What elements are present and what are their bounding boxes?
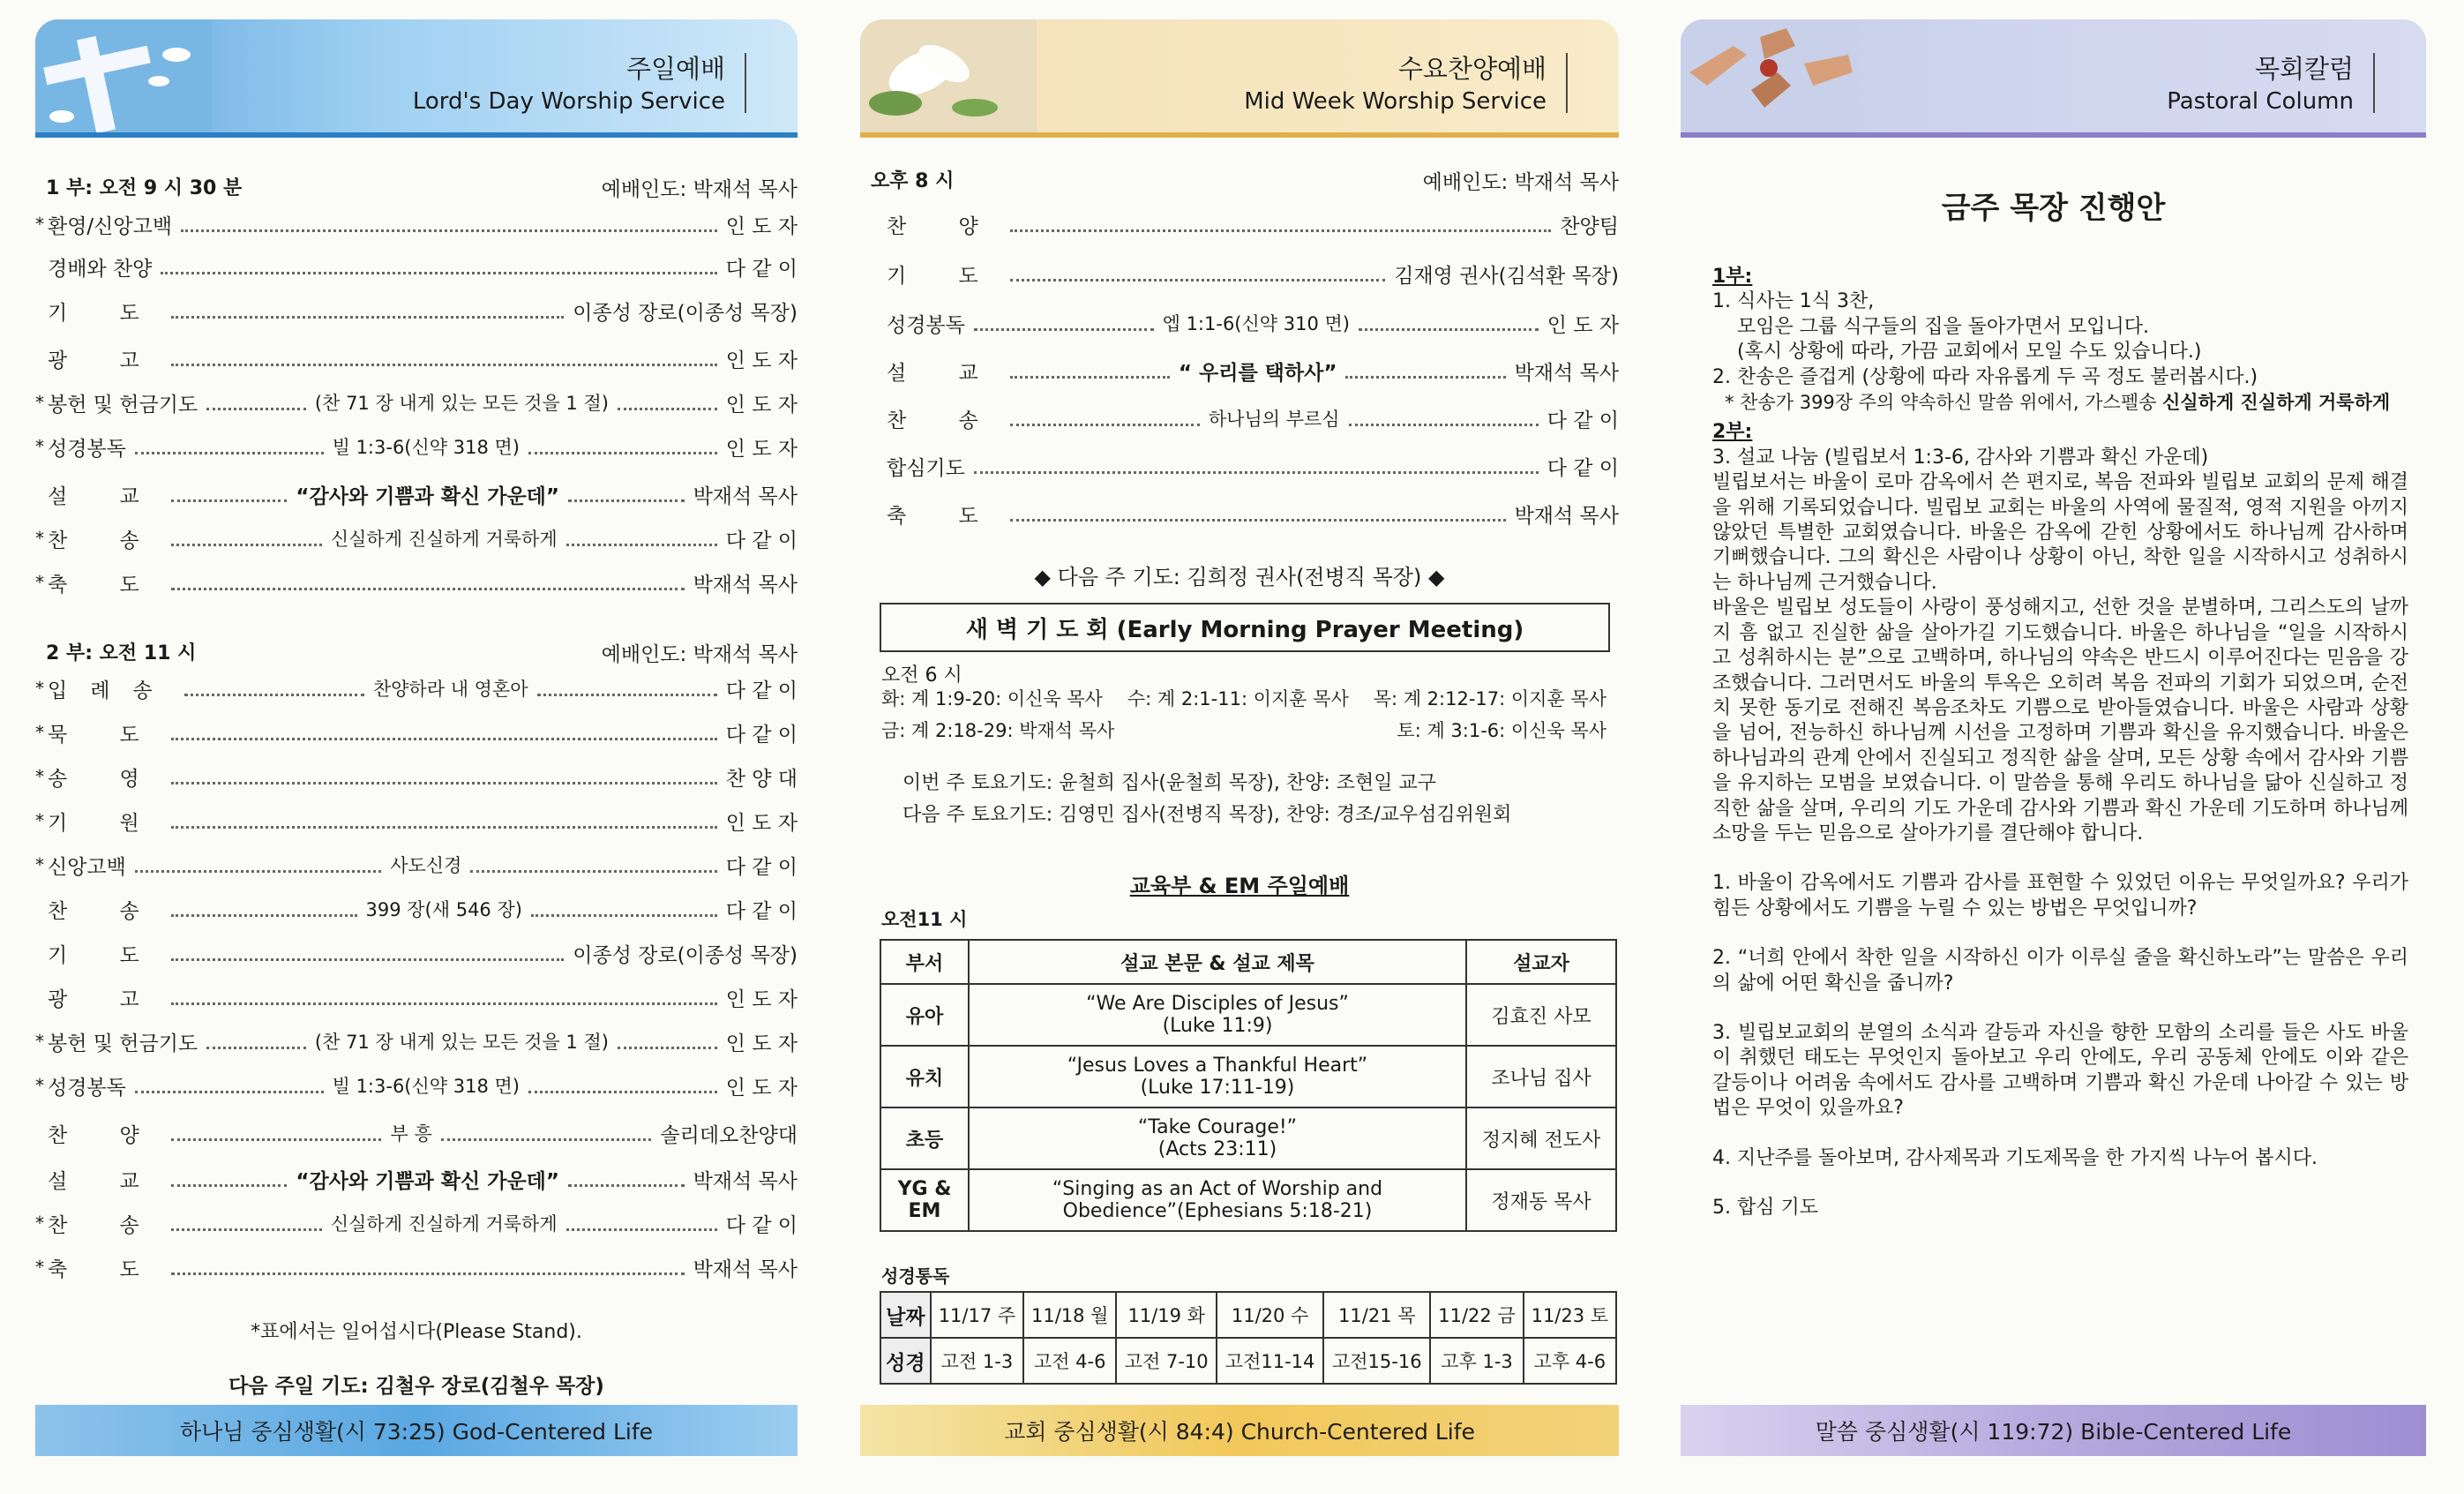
education-table <box>880 939 1617 1232</box>
sermon-ref: (Luke 17:11-19) <box>1140 1077 1295 1099</box>
order-row <box>880 256 1619 291</box>
order-row <box>35 1024 798 1059</box>
order-row <box>880 305 1619 341</box>
order-label: 경배와 찬양 <box>48 257 153 281</box>
order-detail: “ 우리를 택하사” <box>1178 361 1337 385</box>
stand-marker: * <box>35 392 44 413</box>
question-3: 3. 빌립보교회의 분열의 소식과 갈등과 자신을 향한 모함의 소리를 들은 사도 바울이 취했던 태도는 무엇인지 돌아보고 우리 안에도, 우리 공동체 안에도 이와 같은 갈등이나 어려움 속에서도 감사를 고백하며 기쁨과 확신 가운데 나아갈 수 있는 방법은 무엇이 있을까요? <box>1712 1021 2409 1120</box>
bible-text-label: 성경 <box>880 1338 931 1384</box>
order-detail: “감사와 기쁨과 확신 가운데” <box>296 1169 559 1193</box>
p1-meeting: 모임은 그룹 식구들의 집을 돌아가면서 모입니다. <box>1737 315 2150 338</box>
order-person: 인 도 자 <box>725 437 798 461</box>
order-detail: 신실하게 진실하게 거룩하게 <box>330 529 558 550</box>
leader-dots <box>568 1184 685 1187</box>
p1-song <box>1712 365 2408 390</box>
leader-dots <box>206 1047 306 1049</box>
stand-marker: * <box>35 854 44 875</box>
order-row <box>35 891 798 927</box>
order-detail: “감사와 기쁨과 확신 가운데” <box>296 484 559 508</box>
order-label: 신앙고백 <box>48 855 126 879</box>
sermon-title: “Take Courage!” <box>1137 1116 1298 1138</box>
stand-marker: * <box>35 1212 44 1234</box>
dawn-thu: 목: 계 2:12-17: 이지훈 목사 <box>1373 688 1606 709</box>
order-row <box>35 385 798 420</box>
order-person: 박재석 목사 <box>693 484 798 508</box>
banner-lords-day <box>35 19 798 138</box>
order-detail: 찬양하라 내 영혼아 <box>372 679 528 700</box>
order-label: 기 원 <box>48 811 162 835</box>
leader-dots <box>171 1184 288 1187</box>
title-en: Pastoral Column <box>2167 88 2354 115</box>
title-divider <box>745 53 746 113</box>
service-2-time: 2 부: 오전 11 시 <box>46 642 197 664</box>
order-person: 다 같 이 <box>1547 456 1619 480</box>
order-row <box>35 1205 798 1241</box>
order-person: 박재석 목사 <box>693 1258 798 1281</box>
order-label: 기 도 <box>48 943 162 967</box>
order-row <box>35 1068 798 1103</box>
dawn-tue: 화: 계 1:9-20: 이신욱 목사 <box>881 688 1103 709</box>
title-ko: 수요찬양예배 <box>1397 54 1547 84</box>
lily-icon <box>860 19 1037 132</box>
order-row <box>35 206 798 242</box>
leader-dots <box>171 826 717 829</box>
title-en: Lord's Day Worship Service <box>412 88 725 115</box>
title-ko: 목회칼럼 <box>2254 54 2354 84</box>
order-label: 설 교 <box>48 484 162 508</box>
order-label: 송 영 <box>48 767 162 791</box>
dawn-schedule-row-2 <box>881 717 1606 743</box>
order-person: 다 같 이 <box>725 899 798 923</box>
p1-note: (혹시 상황에 따라, 가끔 교회에서 모일 수도 있습니다.) <box>1737 341 2202 364</box>
leader-dots <box>1010 279 1386 282</box>
sermon-ref: (Acts 23:11) <box>1157 1138 1277 1160</box>
title-divider <box>2373 53 2375 113</box>
stand-marker: * <box>35 722 44 743</box>
preacher-cell: 정재동 목사 <box>1466 1169 1616 1231</box>
sermon-cell <box>969 1046 1466 1107</box>
col-sermon: 설교 본문 & 설교 제목 <box>969 940 1466 984</box>
order-person: 이종성 장로(이종성 목장) <box>573 943 798 967</box>
footer-god-centered: 하나님 중심생활(시 73:25) God-Centered Life <box>35 1405 798 1456</box>
col-dept: 부서 <box>880 940 969 984</box>
p1-meal: 1. 식사는 1식 3찬, <box>1712 290 1875 313</box>
order-person: 인 도 자 <box>725 1032 798 1055</box>
leader-dots <box>566 544 717 546</box>
leader-dots <box>171 1002 717 1005</box>
dept-cell: YG & EM <box>880 1169 969 1231</box>
stand-marker: * <box>35 436 44 457</box>
order-person: 박재석 목사 <box>1514 504 1619 528</box>
order-row <box>35 1161 798 1197</box>
leader-dots <box>171 958 565 961</box>
footer-bible-centered: 말씀 중심생활(시 119:72) Bible-Centered Life <box>1681 1405 2426 1456</box>
leader-dots <box>171 914 357 917</box>
stand-marker: * <box>35 810 44 831</box>
order-person: 인 도 자 <box>725 214 798 238</box>
dept-cell: 유아 <box>880 984 969 1046</box>
dept-cell: 유치 <box>880 1046 969 1107</box>
order-row <box>35 759 798 794</box>
dawn-wed: 수: 계 2:1-11: 이지훈 목사 <box>1127 688 1349 709</box>
order-person: 다 같 이 <box>725 257 798 281</box>
order-row <box>35 803 798 838</box>
education-row <box>880 1169 1616 1231</box>
sermon-title: “We Are Disciples of Jesus” <box>1086 993 1349 1015</box>
order-person: 인 도 자 <box>725 811 798 835</box>
education-time: 오전11 시 <box>881 909 968 930</box>
order-person: 박재석 목사 <box>1514 361 1619 385</box>
panel-midweek-worship <box>860 0 1619 1494</box>
bible-date-cell: 11/23 토 <box>1524 1292 1616 1338</box>
midweek-header <box>871 166 1619 195</box>
bible-text-cell: 고후 1-3 <box>1430 1338 1523 1384</box>
part-2-label: 2부: <box>1712 421 1753 444</box>
stand-marker: * <box>35 1257 44 1278</box>
leader-dots <box>568 499 685 502</box>
sermon-title: “Jesus Loves a Thankful Heart” <box>1067 1055 1368 1077</box>
panel-lords-day-worship <box>35 0 798 1494</box>
order-detail: (찬 71 장 내게 있는 모든 것을 1 절) <box>314 1032 609 1053</box>
order-person: 인 도 자 <box>725 1076 798 1100</box>
banner-midweek <box>860 19 1619 138</box>
order-label: 설 교 <box>887 361 1001 385</box>
leader-dots <box>470 870 716 873</box>
leader-dots <box>1010 519 1506 522</box>
order-person: 찬 양 대 <box>725 767 798 791</box>
question-1: 1. 바울이 감옥에서도 기쁨과 감사를 표현할 수 있었던 이유는 무엇일까요? 우리가 힘든 상황에서도 기쁨을 누릴 수 있는 방법은 무엇입니까? <box>1712 872 2408 920</box>
sermon-cell <box>969 1169 1466 1231</box>
order-row <box>880 206 1619 242</box>
bible-text-cell: 고전11-14 <box>1217 1338 1323 1384</box>
order-label: 기 도 <box>887 264 1001 288</box>
leader-dots <box>171 1228 322 1231</box>
service-1-time: 1 부: 오전 9 시 30 분 <box>46 177 243 199</box>
sermon-cell <box>969 1107 1466 1169</box>
education-row <box>880 1107 1616 1169</box>
leader-dots <box>1345 376 1505 379</box>
stand-marker: * <box>35 528 44 549</box>
stand-marker: * <box>35 766 44 787</box>
leader-dots <box>618 408 717 410</box>
order-person: 다 같 이 <box>725 679 798 702</box>
leader-dots <box>184 694 364 696</box>
leader-dots <box>171 738 717 740</box>
leader-dots <box>531 914 717 917</box>
order-person: 다 같 이 <box>725 723 798 747</box>
leader-dots <box>1010 229 1552 232</box>
p1-hymn-text: * 찬송가 399장 주의 약속하신 말씀 위에서, 가스펠송 <box>1725 392 2163 414</box>
column-body <box>1712 265 2408 1220</box>
leader-dots <box>1010 376 1170 379</box>
order-detail: 신실하게 진실하게 거룩하게 <box>330 1213 558 1235</box>
order-label: 설 교 <box>48 1169 162 1193</box>
dawn-fri: 금: 계 2:18-29: 박재석 목사 <box>881 720 1115 741</box>
bible-text-cell: 고후 4-6 <box>1524 1338 1616 1384</box>
dawn-prayer-title: 새 벽 기 도 회 (Early Morning Prayer Meeting) <box>880 603 1610 652</box>
order-label: 성경봉독 <box>48 1076 126 1100</box>
leader-dots <box>171 499 288 502</box>
order-detail: (찬 71 장 내게 있는 모든 것을 1 절) <box>314 393 609 414</box>
order-person: 다 같 이 <box>1547 409 1619 432</box>
next-week-prayer: ◆ 다음 주 기도: 김희정 권사(전병직 목장) ◆ <box>1034 565 1445 589</box>
education-title <box>860 868 1619 899</box>
bible-date-label: 날짜 <box>880 1292 931 1338</box>
leader-dots <box>1010 424 1200 426</box>
order-row <box>35 249 798 284</box>
question-4: 4. 지난주를 돌아보며, 감사제목과 기도제목을 한 가지씩 나누어 봅시다. <box>1712 1146 2318 1169</box>
order-row <box>880 448 1619 484</box>
order-label: 찬 양 <box>887 214 1001 238</box>
sermon-title: “Singing as an Act of Worship and <box>1052 1178 1383 1200</box>
p2-body-2: 바울은 빌립보 성도들이 사랑이 풍성해지고, 선한 것을 분별하며, 그리스도의 날까지 흠 없고 진실한 삶을 살아가길 기도했습니다. 바울은 하나님을 “일을 시작하시고 성취하시는 분”으로 고백하며, 하나님의 약속은 반드시 이루어진다는 믿음을 강조했습니다. 그러면서도 바울의 투옥은 오히려 복음 전파의 기회가 되었으며, 순전치 못한 동기로 전해진 복음조차도 기쁨으로 받아들였습니다. 바울은 사람과 상황을 넘어, 전능하신 하나님께 시선을 고정하며 기쁨과 확신을 유지했습니다. 바울은 하나님과의 관계 안에서 진실되고 정직한 삶을 살며, 모든 상황 속에서 감사와 기쁨을 유지하는 모범을 보였습니다. 이 말씀을 통해 우리도 하나님을 닮아 신실하고 정직한 삶을 살며, 우리의 기도 가운데 감사와 기쁨과 확신 가운데 기도하며 하나님께 소망을 두는 믿음으로 살아가기를 결단해야 합니다. <box>1712 597 2408 845</box>
bible-date-cell: 11/20 수 <box>1217 1292 1323 1338</box>
preacher-cell: 조나님 집사 <box>1466 1046 1616 1107</box>
dept-cell: 초등 <box>880 1107 969 1169</box>
banner-pastoral <box>1681 19 2426 138</box>
bible-text-cell: 고전 1-3 <box>931 1338 1023 1384</box>
order-label: 성경봉독 <box>48 437 126 461</box>
leader-dots <box>441 1138 652 1141</box>
order-row <box>880 496 1619 531</box>
education-row <box>880 1046 1616 1107</box>
order-label: 기 도 <box>48 301 162 325</box>
midweek-time: 오후 8 시 <box>871 170 955 192</box>
order-person: 솔리데오찬양대 <box>660 1123 798 1147</box>
service-2-leader: 예배인도: 박재석 목사 <box>601 643 798 666</box>
order-row <box>35 341 798 376</box>
part-1-label: 1부: <box>1712 266 1753 288</box>
order-label: 합심기도 <box>887 456 965 480</box>
title-en: Mid Week Worship Service <box>1244 88 1547 115</box>
order-label: 찬 송 <box>48 1213 162 1237</box>
panel-pastoral-column <box>1681 0 2426 1494</box>
order-label: 입례송 <box>48 679 176 702</box>
order-person: 인 도 자 <box>725 987 798 1011</box>
midweek-leader: 예배인도: 박재석 목사 <box>1422 171 1619 194</box>
service-1-header <box>46 173 798 202</box>
stand-marker: * <box>35 1075 44 1096</box>
order-person: 인 도 자 <box>725 349 798 372</box>
dawn-sat: 토: 계 3:1-6: 이신욱 목사 <box>1397 720 1606 741</box>
question-2: 2. “너희 안에서 착한 일을 시작하신 이가 이루실 줄을 확신하노라”는 말씀은 우리의 삶에 어떤 확신을 줍니까? <box>1712 947 2408 995</box>
order-row <box>35 935 798 971</box>
stand-marker: * <box>35 1031 44 1052</box>
leader-dots <box>1359 328 1539 331</box>
p2-body-1: 빌립보서는 바울이 로마 감옥에서 쓴 편지로, 복음 전파와 빌립보 교회의 문제 해결을 위해 기록되었습니다. 빌립보 교회는 바울의 사역에 물질적, 영적 지원을 아끼지 않았던 특별한 교회였습니다. 바울은 감옥에 갇힌 상황에서도 하나님께 감사하며 기뻐했습니다. 그의 확신은 사람이나 상황이 아닌, 착한 일을 시작하시고 성취하시는 하나님께 근거했습니다. <box>1712 471 2408 594</box>
order-person: 박재석 목사 <box>693 573 798 597</box>
order-row <box>35 715 798 750</box>
order-label: 봉헌 및 헌금기도 <box>48 393 198 417</box>
leader-dots <box>181 229 717 232</box>
question-5: 5. 합심 기도 <box>1712 1197 1818 1219</box>
leader-dots <box>171 544 322 546</box>
footer-church-centered: 교회 중심생활(시 84:4) Church-Centered Life <box>860 1405 1619 1456</box>
sermon-cell <box>969 984 1466 1046</box>
leader-dots <box>974 471 1539 474</box>
leader-dots <box>171 588 685 590</box>
sermon-ref: Obedience”(Ephesians 5:18-21) <box>1062 1200 1373 1222</box>
order-label: 찬 송 <box>48 529 162 552</box>
order-person: 찬양팀 <box>1560 214 1619 238</box>
preacher-cell: 정지혜 전도사 <box>1466 1107 1616 1169</box>
order-person: 박재석 목사 <box>693 1169 798 1193</box>
dawn-time: 오전 6 시 <box>881 664 962 687</box>
bible-date-cell: 11/21 목 <box>1323 1292 1430 1338</box>
bible-text-cell: 고전 7-10 <box>1116 1338 1217 1384</box>
bible-date-cell: 11/22 금 <box>1430 1292 1523 1338</box>
sermon-ref: (Luke 11:9) <box>1162 1015 1273 1037</box>
order-row <box>35 671 798 706</box>
order-row <box>35 847 798 882</box>
order-detail: 엡 1:1-6(신약 310 면) <box>1162 313 1350 334</box>
order-detail: 사도신경 <box>390 855 462 876</box>
bible-reading-title: 성경통독 <box>881 1265 950 1287</box>
order-person: 다 같 이 <box>725 1213 798 1237</box>
bible-text-cell: 고전 4-6 <box>1023 1338 1116 1384</box>
p2-sermon-title: 3. 설교 나눔 (빌립보서 1:3-6, 감사와 기쁨과 확신 가운데) <box>1712 446 2209 469</box>
saturday-prayer-next-week: 다음 주 토요기도: 김영민 집사(전병직 목장), 찬양: 경조/교우섬김위원회 <box>902 804 1512 826</box>
leader-dots <box>171 316 565 319</box>
order-detail: 399 장(새 546 장) <box>365 899 522 920</box>
order-label: 찬 송 <box>887 409 1001 432</box>
p1-hymn <box>1712 390 2408 415</box>
leader-dots <box>537 694 717 696</box>
bible-text-cell: 고전15-16 <box>1323 1338 1430 1384</box>
order-label: 찬 송 <box>48 899 162 923</box>
stand-note: *표에서는 일어섭시다(Please Stand). <box>251 1321 582 1343</box>
leader-dots <box>528 452 717 454</box>
order-person: 다 같 이 <box>725 855 798 879</box>
order-row <box>35 477 798 512</box>
leader-dots <box>135 870 381 873</box>
order-person: 인 도 자 <box>1547 313 1619 337</box>
order-label: 찬 양 <box>48 1123 162 1147</box>
leader-dots <box>135 1091 324 1093</box>
next-sunday-prayer: 다음 주일 기도: 김철우 장로(김철우 목장) <box>228 1375 604 1398</box>
leader-dots <box>171 1273 685 1275</box>
bible-date-cell: 11/18 월 <box>1023 1292 1116 1338</box>
order-row <box>880 401 1619 436</box>
hands-icon <box>1681 19 1857 132</box>
order-person: 김재영 권사(김석환 목장) <box>1394 264 1619 288</box>
leader-dots <box>171 782 717 785</box>
leader-dots <box>974 328 1154 331</box>
order-row <box>35 565 798 600</box>
leader-dots <box>618 1047 717 1049</box>
education-title-text: 교육부 & EM 주일예배 <box>1129 874 1350 898</box>
order-person: 이종성 장로(이종성 목장) <box>573 301 798 325</box>
leader-dots <box>161 272 716 274</box>
p1-song-text: 2. 찬송은 즐겁게 (상황에 따라 자유롭게 두 곡 정도 불러봅시다.) <box>1712 365 2258 388</box>
education-row <box>880 984 1616 1046</box>
order-row <box>35 293 798 328</box>
stand-marker: * <box>35 572 44 593</box>
leader-dots <box>171 364 717 366</box>
leader-dots <box>528 1091 717 1093</box>
order-label: 성경봉독 <box>887 313 965 337</box>
title-divider <box>1566 53 1568 113</box>
column-heading: 금주 목장 진행안 <box>1941 191 2166 226</box>
order-label: 묵 도 <box>48 723 162 747</box>
leader-dots <box>206 408 306 410</box>
service-2-header <box>46 638 798 667</box>
col-preacher: 설교자 <box>1466 940 1616 984</box>
cross-icon <box>35 19 212 132</box>
p1-hymn-bold: 신실하게 진실하게 거룩하게 <box>2162 392 2391 414</box>
order-label: 축 도 <box>48 1258 162 1281</box>
dawn-schedule-row-1 <box>881 685 1606 711</box>
stand-marker: * <box>35 678 44 699</box>
order-label: 축 도 <box>48 573 162 597</box>
order-row <box>35 521 798 556</box>
order-label: 광 고 <box>48 987 162 1011</box>
order-detail: 빌 1:3-6(신약 318 면) <box>332 1076 520 1097</box>
order-row <box>35 1250 798 1285</box>
leader-dots <box>171 1138 382 1141</box>
order-row <box>880 353 1619 388</box>
order-detail: 하나님의 부르심 <box>1208 409 1340 430</box>
order-label: 봉헌 및 헌금기도 <box>48 1032 198 1055</box>
title-ko: 주일예배 <box>625 54 725 84</box>
leader-dots <box>1349 424 1539 426</box>
order-row <box>35 1115 798 1151</box>
order-row <box>35 429 798 464</box>
saturday-prayer-this-week: 이번 주 토요기도: 윤철희 집사(윤철희 목장), 찬양: 조현일 교구 <box>902 772 1436 794</box>
stand-marker: * <box>35 214 44 235</box>
service-1-leader: 예배인도: 박재석 목사 <box>601 178 798 201</box>
order-label: 축 도 <box>887 504 1001 528</box>
order-label: 광 고 <box>48 349 162 372</box>
order-detail: 부 흥 <box>390 1123 432 1145</box>
preacher-cell: 김효진 사모 <box>1466 984 1616 1046</box>
order-row <box>35 980 798 1015</box>
bible-date-cell: 11/17 주 <box>931 1292 1023 1338</box>
leader-dots <box>566 1228 717 1231</box>
bible-date-cell: 11/19 화 <box>1116 1292 1217 1338</box>
order-detail: 빌 1:3-6(신약 318 면) <box>332 437 520 458</box>
order-person: 인 도 자 <box>725 393 798 417</box>
order-person: 다 같 이 <box>725 529 798 552</box>
leader-dots <box>135 452 324 454</box>
order-label: 환영/신앙고백 <box>48 214 173 238</box>
bible-reading-table <box>880 1291 1617 1385</box>
